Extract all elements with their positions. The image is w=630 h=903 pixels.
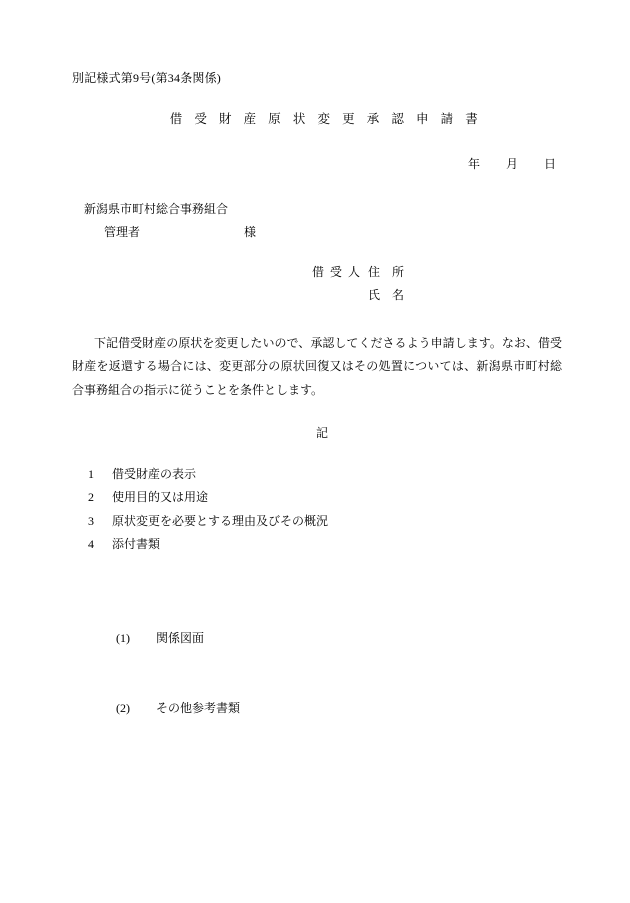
body-paragraph [72,332,562,402]
form-number: 別記様式第9号(第34条関係) [72,71,221,85]
sub-item-label: その他参考書類 [156,700,241,715]
date-day-label: 日 [543,156,556,171]
applicant-block [72,261,562,305]
list-item [88,486,562,509]
page-title: 借 受 財 産 原 状 変 更 承 認 申 請 書 [169,111,483,126]
list-item [88,533,562,814]
list-item-label: 原状変更を必要とする理由及びその概況 [112,513,329,528]
sub-item-number: (2) [116,700,130,715]
list-item-label: 借受財産の表示 [112,466,197,481]
list-item-number: 2 [88,490,94,505]
sub-item-label: 関係図面 [156,630,205,645]
date-month-label: 月 [505,156,518,171]
list-item-number: 4 [88,537,94,552]
list-item-number: 3 [88,513,94,528]
list-item-label: 添付書類 [112,537,161,552]
addressee-role: 管理者 [104,224,141,239]
applicant-address-row [312,261,562,283]
applicant-address-label: 住 所 [368,265,405,280]
addressee-role-line [84,221,562,244]
list-item [116,627,562,650]
applicant-heading: 借受人 [312,265,367,280]
sub-item-list [88,580,562,767]
body-paragraph-text: 下記借受財産の原状を変更したいので、承認してくださるよう申請します。なお、借受財産を返還する場合には、変更部分の原状回復又はその処置については、新潟県市町村総合事務組合の指示に従うことを条件とします。 [72,335,562,397]
list-item-label: 使用目的又は用途 [112,490,209,505]
list-item-number: 1 [88,466,94,481]
applicant-name-row [312,284,562,306]
addressee-honorific: 様 [244,224,257,239]
sub-item-number: (1) [116,630,130,645]
list-item [88,463,562,486]
item-list [72,463,562,814]
list-item [88,510,562,533]
addressee-organization: 新潟県市町村総合事務組合 [84,201,229,216]
ki-mark: 記 [315,425,328,440]
date-line [72,155,562,172]
list-item [116,697,562,720]
addressee-block [72,198,562,244]
applicant-name-label: 氏 名 [368,287,405,302]
date-year-label: 年 [467,156,480,171]
